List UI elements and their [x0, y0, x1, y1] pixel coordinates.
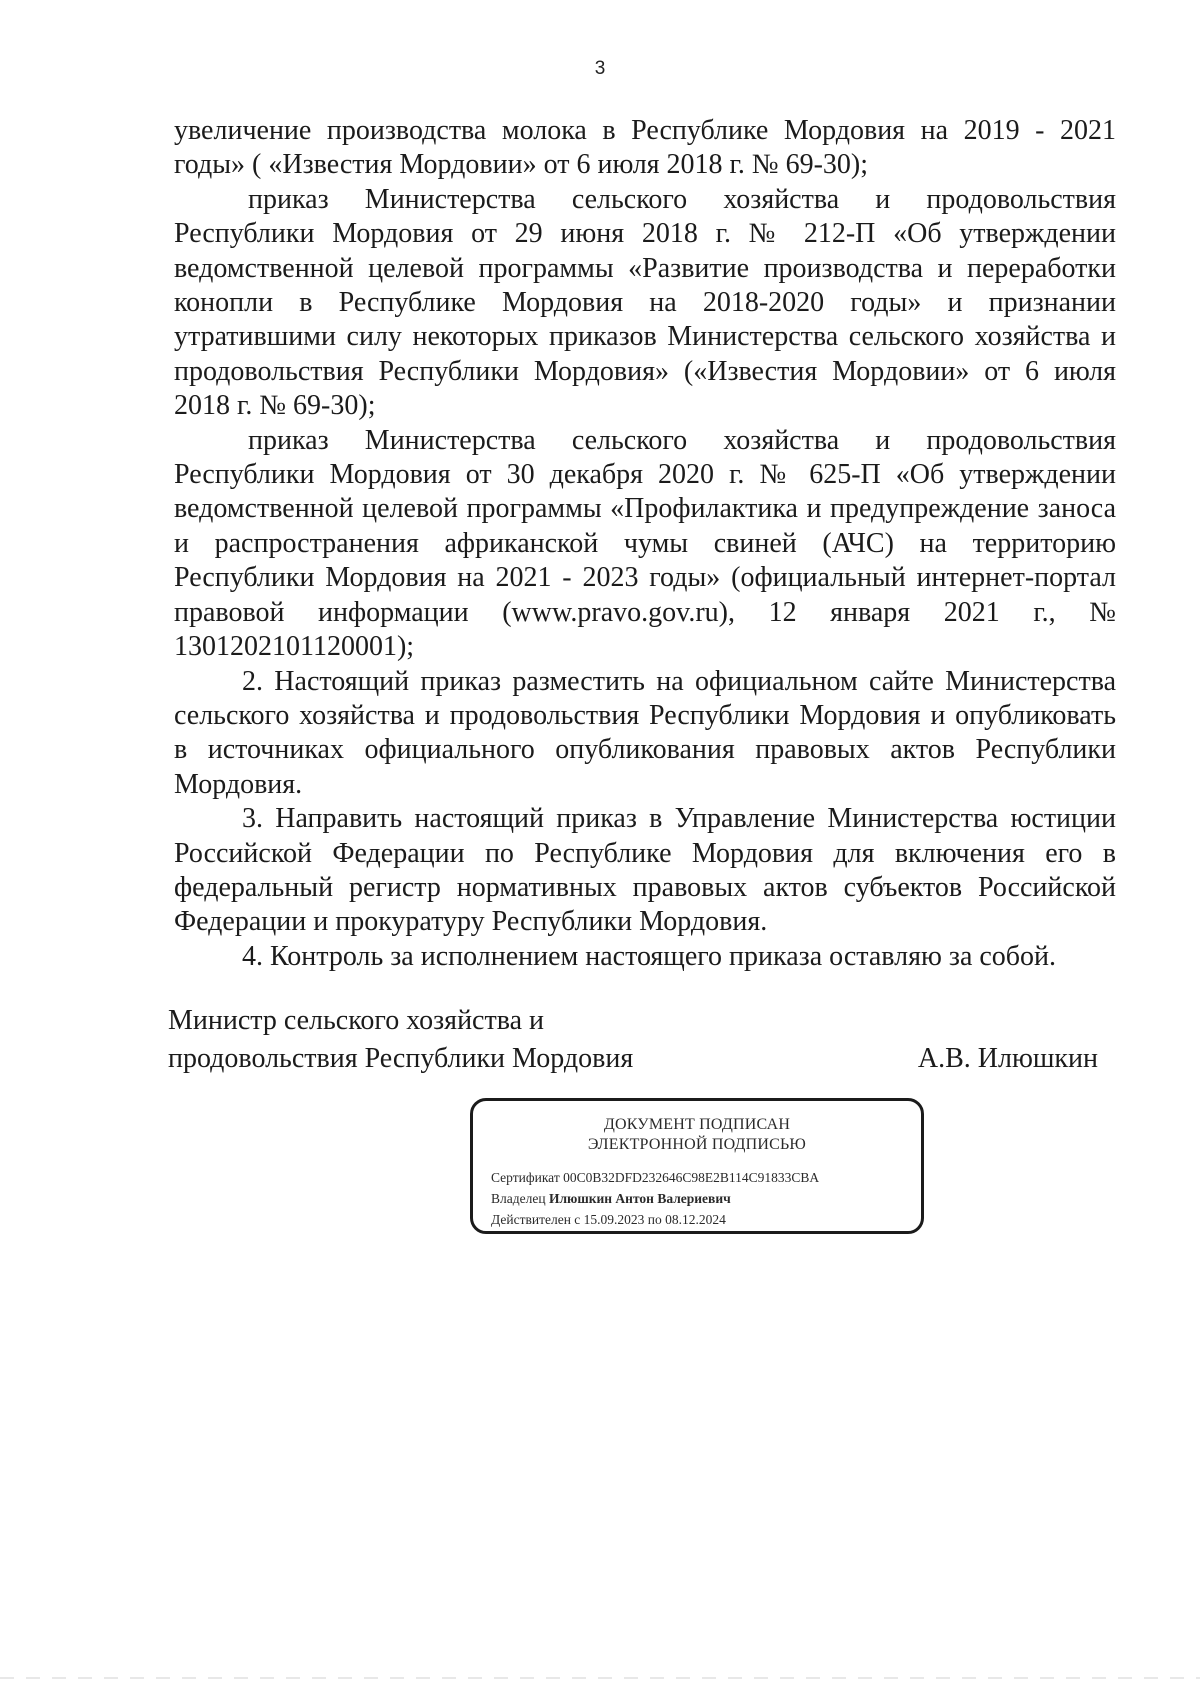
- stamp-title-line1: ДОКУМЕНТ ПОДПИСАН: [603, 1116, 791, 1133]
- signer-name: А.В. Илюшкин: [917, 1043, 1098, 1074]
- stamp-owner: [491, 1188, 819, 1209]
- paragraph-order-625p: приказ Министерства сельского хозяйства и продовольствия Республики Мордовия от 30 декабря 2020 г. № 625-П «Об утверждении ведомственной целевой программы «Профилактика и предупреждение заноса и распространения африканской чумы свиней (АЧС) на территорию Республики Мордовия на 2021 - 2023 годы» (официальный интернет-портал правовой информации (www.pravo.gov.ru), 12 января 2021 г., № 1301202101120001);: [174, 424, 1116, 663]
- stamp-owner-value: Илюшкин Антон Валериевич: [548, 1191, 731, 1206]
- scan-edge-artifact: [0, 1677, 1200, 1679]
- stamp-certificate-label: Сертификат: [491, 1170, 560, 1185]
- stamp-validity: [491, 1209, 819, 1230]
- paragraph-item-3: 3. Направить настоящий приказ в Управление Министерства юстиции Российской Федерации по Республике Мордовия для включения его в федеральный регистр нормативных правовых актов субъектов Российской Федерации и прокуратуру Республики Мордовия.: [174, 803, 1116, 938]
- stamp-valid-from: 15.09.2023: [583, 1212, 645, 1227]
- paragraph-item-4: 4. Контроль за исполнением настоящего приказа оставляю за собой.: [242, 940, 1057, 972]
- stamp-details: [491, 1167, 819, 1230]
- stamp-title: [473, 1115, 921, 1155]
- stamp-valid-label: Действителен с: [491, 1212, 581, 1227]
- stamp-title-line2: ЭЛЕКТРОННОЙ ПОДПИСЬЮ: [587, 1136, 807, 1153]
- document-body: [174, 114, 1116, 974]
- stamp-valid-to: 08.12.2024: [665, 1212, 726, 1227]
- page-number: 3: [594, 58, 606, 79]
- paragraph-continuation: увеличение производства молока в Республике Мордовия на 2019 - 2021 годы» ( «Известия Мордовии» от 6 июля 2018 г. № 69-30);: [174, 115, 1116, 181]
- stamp-owner-label: Владелец: [491, 1191, 546, 1206]
- paragraph-item-2: 2. Настоящий приказ разместить на официальном сайте Министерства сельского хозяйства и продовольствия Республики Мордовия и опубликовать в источниках официального опубликования правовых актов Республики Мордовия.: [174, 665, 1116, 800]
- stamp-valid-to-label: по: [647, 1212, 662, 1227]
- signature-block: [168, 1002, 1098, 1078]
- electronic-signature-stamp: [470, 1098, 924, 1234]
- signer-position-line2: продовольствия Республики Мордовия: [168, 1043, 634, 1074]
- stamp-certificate: [491, 1167, 819, 1188]
- signer-position-line1: Министр сельского хозяйства и: [168, 1005, 544, 1036]
- stamp-certificate-value: 00C0B32DFD232646C98E2B114C91833CBA: [563, 1170, 820, 1185]
- paragraph-order-212p: приказ Министерства сельского хозяйства и продовольствия Республики Мордовия от 29 июня 2018 г. № 212-П «Об утверждении ведомственной целевой программы «Развитие производства и переработки конопли в Республике Мордовия на 2018-2020 годы» и признании утратившими силу некоторых приказов Министерства сельского хозяйства и продовольствия Республики Мордовия» («Известия Мордовии» от 6 июля 2018 г. № 69-30);: [174, 183, 1116, 422]
